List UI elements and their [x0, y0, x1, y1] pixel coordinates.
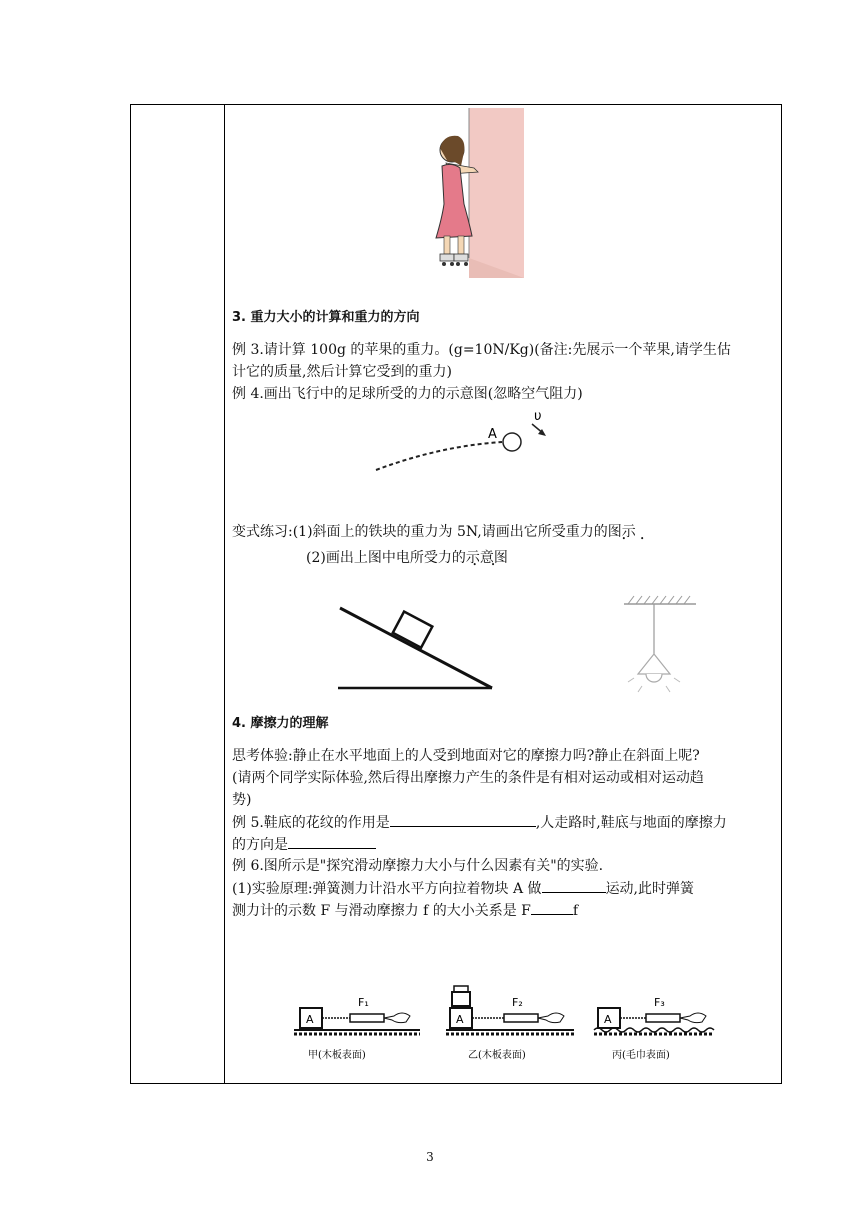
- example3-line1: 例 3.请计算 100g 的苹果的重力。(g=10N/Kg)(备注:先展示一个苹果,请学生估: [232, 342, 731, 358]
- spring-scale: [646, 1014, 680, 1022]
- variant-line2-emphasis: 示意图 • •: [466, 550, 508, 566]
- ball-label: A: [488, 427, 497, 442]
- think-line2: (请两个同学实际体验,然后得出摩擦力产生的条件是有相对运动或相对运动趋: [232, 770, 704, 786]
- variant-line1-text: 变式练习:(1)斜面上的铁块的重力为 5N,请画出它所受重力的图: [232, 524, 622, 540]
- hand: [538, 1013, 564, 1023]
- hand: [384, 1013, 410, 1023]
- force-label: F₂: [512, 996, 523, 1009]
- force-label: F₃: [654, 996, 665, 1009]
- example5-text-b: ,人走路时,鞋底与地面的摩擦力: [535, 815, 727, 831]
- experiment-line2-text-b: f: [572, 903, 579, 919]
- block-label: A: [604, 1013, 612, 1026]
- variant-line2-text: (2)画出上图中电所受力的: [306, 550, 466, 566]
- example3-line2: 计它的质量,然后计算它受到的重力): [232, 364, 452, 380]
- experiment-line2: [232, 900, 578, 921]
- experiment-bing: [594, 996, 714, 1061]
- page-number: 3: [426, 1150, 434, 1164]
- answer-blank-friction-direction[interactable]: [288, 834, 376, 849]
- lamp-bulb: [646, 674, 662, 682]
- experiment-line1: [232, 878, 694, 899]
- force-label: F₁: [358, 996, 369, 1009]
- velocity-label: υ: [534, 409, 542, 424]
- experiment-yi: [446, 986, 574, 1061]
- example5-text-a: 例 5.鞋底的花纹的作用是: [232, 815, 390, 831]
- experiment-caption: 丙(毛巾表面): [612, 1050, 670, 1061]
- column-divider: [224, 104, 225, 1084]
- answer-blank-relation[interactable]: [531, 900, 573, 915]
- experiment-caption: 甲(木板表面): [308, 1050, 366, 1061]
- iron-block: [393, 612, 433, 648]
- experiment-line2-text-a: 测力计的示数 F 与滑动摩擦力 f 的大小关系是 F: [232, 903, 531, 919]
- spring-scale: [350, 1014, 384, 1022]
- example5-text-c: 的方向是: [232, 837, 288, 853]
- section3-heading: 3. 重力大小的计算和重力的方向: [232, 310, 420, 325]
- block-label: A: [456, 1013, 464, 1026]
- inclined-plane-figure: [336, 604, 496, 694]
- football-trajectory-figure: [370, 409, 560, 478]
- lamp-shade: [638, 654, 670, 674]
- experiment-caption: 乙(木板表面): [468, 1050, 526, 1061]
- variant-line1: [232, 522, 636, 542]
- variant-line2: [306, 548, 508, 568]
- hanging-lamp-figure: [620, 592, 700, 702]
- block-label: A: [306, 1013, 314, 1026]
- experiment-jia: [294, 996, 420, 1061]
- hand: [680, 1013, 706, 1023]
- friction-experiments-figure: [294, 980, 734, 1066]
- towel-surface: [594, 1028, 714, 1032]
- variant-line1-emphasis: 示 • •: [622, 524, 636, 540]
- answer-blank-motion-type[interactable]: [542, 878, 606, 893]
- example5-line1: [232, 812, 727, 833]
- football-ball: [503, 433, 521, 451]
- example5-line2: [232, 834, 376, 855]
- spring-scale: [504, 1014, 538, 1022]
- section4-heading: 4. 摩擦力的理解: [232, 716, 329, 731]
- weight: [452, 992, 470, 1006]
- answer-blank-pattern-purpose[interactable]: [390, 812, 536, 827]
- trajectory-dashed-line: [376, 442, 502, 470]
- think-line1: 思考体验:静止在水平地面上的人受到地面对它的摩擦力吗?静止在斜面上呢?: [232, 748, 700, 764]
- experiment-line1-text-a: (1)实验原理:弹簧测力计沿水平方向拉着物块 A 做: [232, 881, 542, 897]
- experiment-line1-text-b: 运动,此时弹簧: [605, 881, 695, 897]
- think-line3: 势): [232, 792, 252, 808]
- example4-text: 例 4.画出飞行中的足球所受的力的示意图(忽略空气阻力): [232, 386, 583, 402]
- example6-text: 例 6.图所示是"探究滑动摩擦力大小与什么因素有关"的实验.: [232, 858, 604, 874]
